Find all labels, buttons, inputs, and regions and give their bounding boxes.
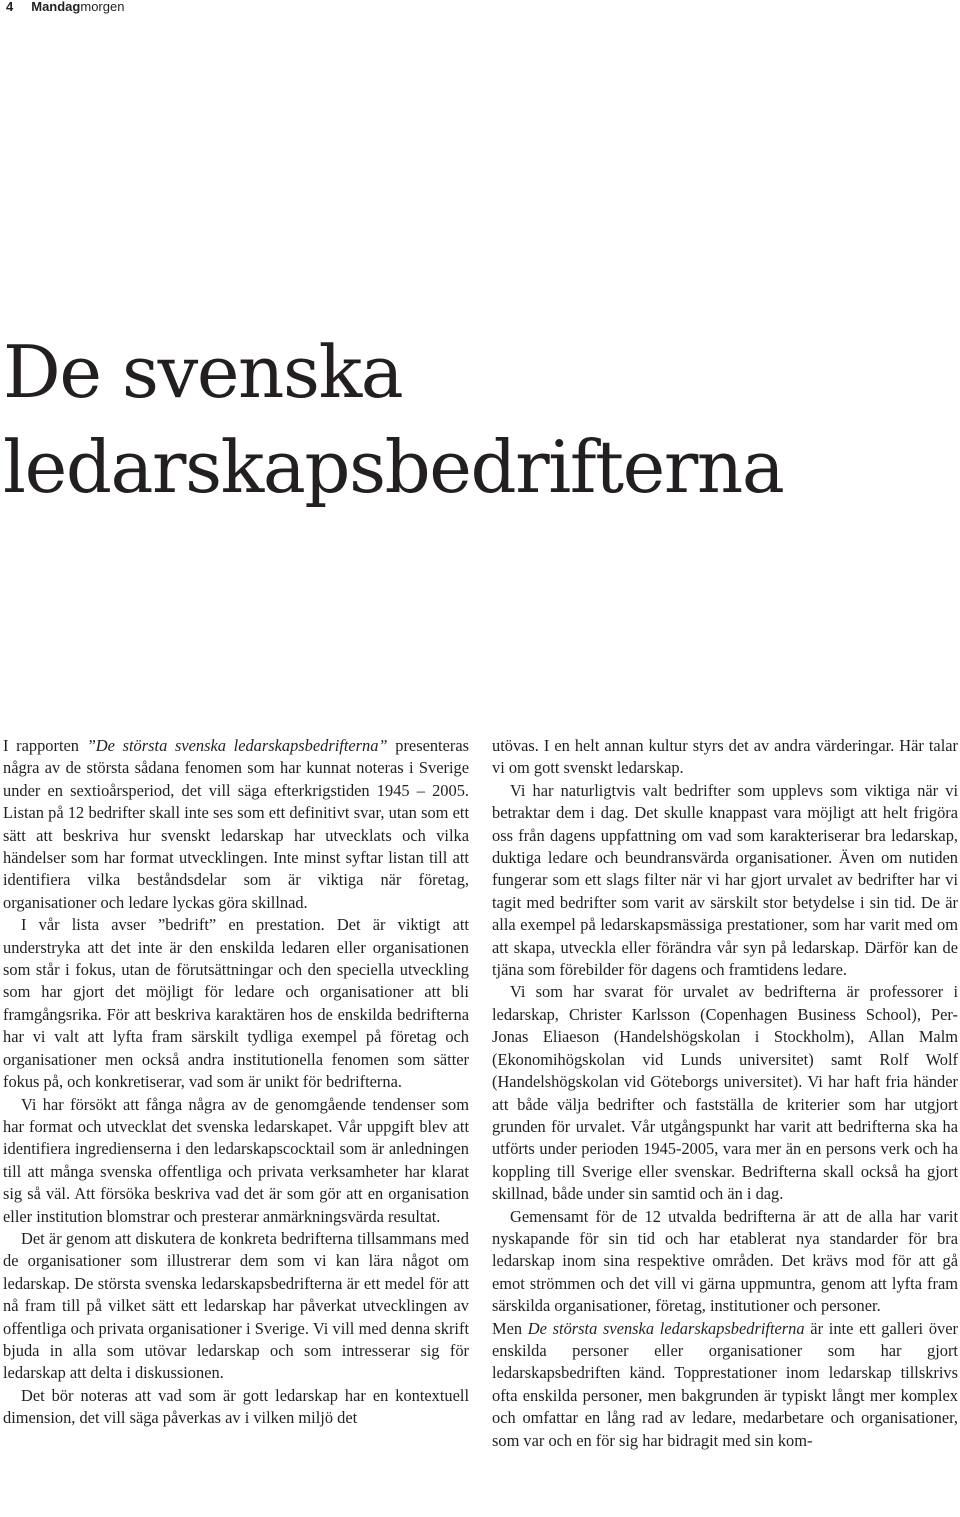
report-title-italic: ”De största svenska ledarskapsbedrifterna” bbox=[86, 736, 388, 755]
right-paragraph-2: Vi har naturligtvis valt bedrifter som upplevs som viktiga när vi betraktar dem i dag. Det skulle knappast vara möjligt att helt frigöra oss från dagens uppfattning om vad som karakteriserar bra ledarskap, duktiga ledare och beundransvärda organisationer. Även om nutiden fungerar som ett slags filter när vi har gjort urvalet av bedrifter har vi tagit med bedrifter som varit av särskilt stor betydelse i sin tid. De är alla exempel på ledarskapsmässiga prestationer, som har varit med om att skapa, utveckla eller förändra vår syn på ledarskap. Därför kan de tjäna som förebilder för dagens och framtidens ledare. bbox=[492, 780, 958, 980]
left-paragraph-4: Det är genom att diskutera de konkreta bedrifterna tillsammans med de organisationer som illustrerar dem som vi kan lära något om ledarskap. De största svenska ledarskapsbedrifterna är ett medel för att nå fram till på vilket sätt ett ledarskap har påverkat utvecklingen av offentliga och privata organisationer i Sverige. Vi vill med denna skrift bjuda in alla som utövar ledarskap och som intresserar sig för ledarskap att delta i diskussionen. bbox=[3, 1228, 469, 1383]
article-title bbox=[3, 325, 783, 515]
right-paragraph-5-intro: Men bbox=[492, 1318, 528, 1338]
right-text-column bbox=[492, 735, 958, 1452]
left-paragraph-3: Vi har försökt att fånga några av de genomgående tendenser som har format och utvecklat det svenska ledarskapet. Vår uppgift blev att identifiera ingredienserna i den ledarskapscocktail som är anledningen till att många svenska offentliga och privata verksamheter har klarat sig så väl. Att försöka beskriva vad det är som gör att en organisation eller institution blomstrar och presterar anmärkningsvärda resultat. bbox=[3, 1094, 469, 1226]
publication-name-light: morgen bbox=[80, 0, 125, 14]
report-title-italic-2: De största svenska ledarskapsbedrifterna bbox=[527, 1318, 805, 1338]
right-paragraph-5-body: är inte ett galleri över enskilda personer eller organisationer som har gjort ledarskapsbedriften känd. Topprestationer inom ledarskap tillskrivs ofta enskilda personer, men bakgrunden är typiskt långt mer komplex och omfattar en lång rad av ledare, medarbetare och organisationer, som var och en för sig har bidragit med sin kom- bbox=[492, 1318, 958, 1450]
left-paragraph-5: Det bör noteras att vad som är gott ledarskap har en kontextuell dimension, det vill säga påverkas av i vilken miljö det bbox=[3, 1385, 469, 1428]
left-paragraph-1 bbox=[3, 735, 469, 914]
publication-name-bold: Mandag bbox=[31, 0, 81, 14]
page-header bbox=[6, 0, 124, 20]
left-paragraph-2: I vår lista avser ”bedrift” en prestation. Det är viktigt att understryka att det inte är den enskilda ledaren eller organisationen som står i fokus, utan de förutsättningar och den speciella utveckling som har gjort det möjligt för ledare och organisationer att bli framgångsrika. För att beskriva karaktären hos de enskilda bedrifterna har vi valt att lyfta fram särskilt tydliga exempel på företag och organisationer men också andra institutionella fenomen som sätter fokus på, och konkretiserar, vad som är unikt för bedrifterna. bbox=[3, 915, 469, 1092]
left-paragraph-1-body: presenteras några av de största sådana fenomen som har kunnat noteras i Sverige under en sextioårsperiod, det vill säga efterkrigstiden 1945 – 2005. Listan på 12 bedrifter skall inte ses som ett definitivt svar, utan som ett sätt att beskriva hur svenskt ledarskap har utvecklats och vilka händelser som har format utvecklingen. Inte minst syftar listan till att identifiera vilka beståndsdelar som är viktiga när företag, organisationer och ledare lyckas göra skillnad. bbox=[3, 736, 469, 912]
page-number: 4 bbox=[6, 0, 14, 14]
left-paragraph-1-intro: I rapporten bbox=[3, 736, 87, 755]
left-text-column bbox=[3, 735, 469, 1430]
right-paragraph-1: utövas. I en helt annan kultur styrs det av andra värderingar. Här talar vi om gott svenskt ledarskap. bbox=[492, 736, 958, 778]
article-title-line-2: ledarskapsbedrifterna bbox=[3, 425, 784, 509]
right-paragraph-4: Gemensamt för de 12 utvalda bedrifterna är att de alla har varit nyskapande för sin tid och har etablerat nya standarder för bra ledarskap inom sina respektive områden. Det krävs mod för att gå emot strömmen och det vill vi gärna uppmuntra, genom att lyfta fram särskilda organisationer, företag, institutioner och personer. bbox=[492, 1206, 958, 1316]
article-title-line-1: De svenska bbox=[3, 330, 403, 414]
right-paragraph-5 bbox=[492, 1318, 958, 1452]
right-paragraph-3: Vi som har svarat för urvalet av bedrifterna är professorer i ledarskap, Christer Karlsson (Copenhagen Business School), Per-Jonas Eliaeson (Handelshögskolan i Stockholm), Allan Malm (Ekonomihögskolan vid Lunds universitet) samt Rolf Wolf (Handelshögskolan vid Göteborgs universitet). Vi har haft fria händer att både välja bedrifter och fastställa de kriterier som har utgjort grunden för urvalet. Vår utgångspunkt har varit att bedrifterna ska ha utförts under perioden 1945-2005, vara mer än en persons verk och ha koppling till Sverige eller svenskar. Bedrifterna skall också ha gjort skillnad, både under sin samtid och än i dag. bbox=[492, 982, 958, 1204]
